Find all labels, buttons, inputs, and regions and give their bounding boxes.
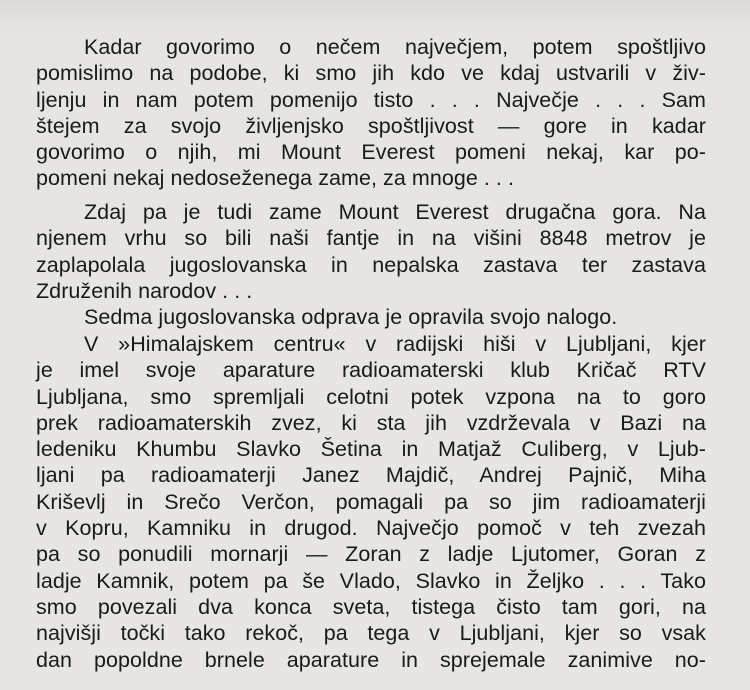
text-line: ledeniku Khumbu Slavko Šetina in Matjaž Culiberg, v Ljub- [36,437,706,462]
text-line: njenem vrhu so bili naši fantje in na višini 8848 metrov je [36,226,706,251]
text-line: Zdaj pa je tudi zame Mount Everest drugačna gora. Na [84,200,706,224]
text-line: ljani pa radioamaterji Janez Majdič, Andrej Pajnič, Miha [36,463,706,488]
text-line: pomeni nekaj nedoseženega zame, za mnoge . . . [36,166,514,191]
paragraph-4 [36,331,706,673]
text-line: V »Himalajskem centru« v radijski hiši v Ljubljani, kjer [84,332,706,356]
text-line: najvišji točki tako rekoč, pa tega v Ljubljani, kjer so vsak [36,621,706,646]
text-line: smo povezali dva konca sveta, tistega čisto tam gori, na [36,594,706,619]
text-line: zaplapolala jugoslovanska in nepalska zastava ter zastava [36,252,706,277]
text-line: Združenih narodov . . . [36,278,253,303]
text-line: prek radioamaterskih zvez, ki sta jih vzdrževala v Bazi na [36,410,706,435]
text-line: štejem za svojo življenjsko spoštljivost — gore in kadar [36,113,706,138]
paragraph-2 [36,199,706,304]
text-line: pomislimo na podobe, ki smo jih kdo ve kdaj ustvarili v živ- [36,61,706,86]
text-line: Kadar govorimo o nečem največjem, potem spoštljivo [84,35,706,59]
text-line: pa so ponudili mornarji — Zoran z ladje Ljutomer, Goran z [36,542,706,567]
text-line: je imel svoje aparature radioamaterski klub Kričač RTV [36,358,706,383]
text-line: dan popoldne brnele aparature in sprejemale zanimive no- [36,647,706,672]
text-line: ladje Kamnik, potem pa še Vlado, Slavko in Željko . . . Tako [36,568,706,593]
text-line: Kriševlj in Srečo Verčon, pomagali pa so jim radioamaterji [36,489,706,514]
text-line: Sedma jugoslovanska odprava je opravila svojo nalogo. [84,305,618,329]
text-line: Ljubljana, smo spremljali celotni potek vzpona na to goro [36,384,706,409]
paragraph-1 [36,34,706,192]
text-line: v Kopru, Kamniku in drugod. Največjo pomoč v teh zvezah [36,516,706,541]
paragraph-3 [36,304,706,330]
text-line: govorimo o njih, mi Mount Everest pomeni nekaj, kar po- [36,140,706,165]
text-line: ljenju in nam potem pomenijo tisto . . . Največje . . . Sam [36,87,706,112]
